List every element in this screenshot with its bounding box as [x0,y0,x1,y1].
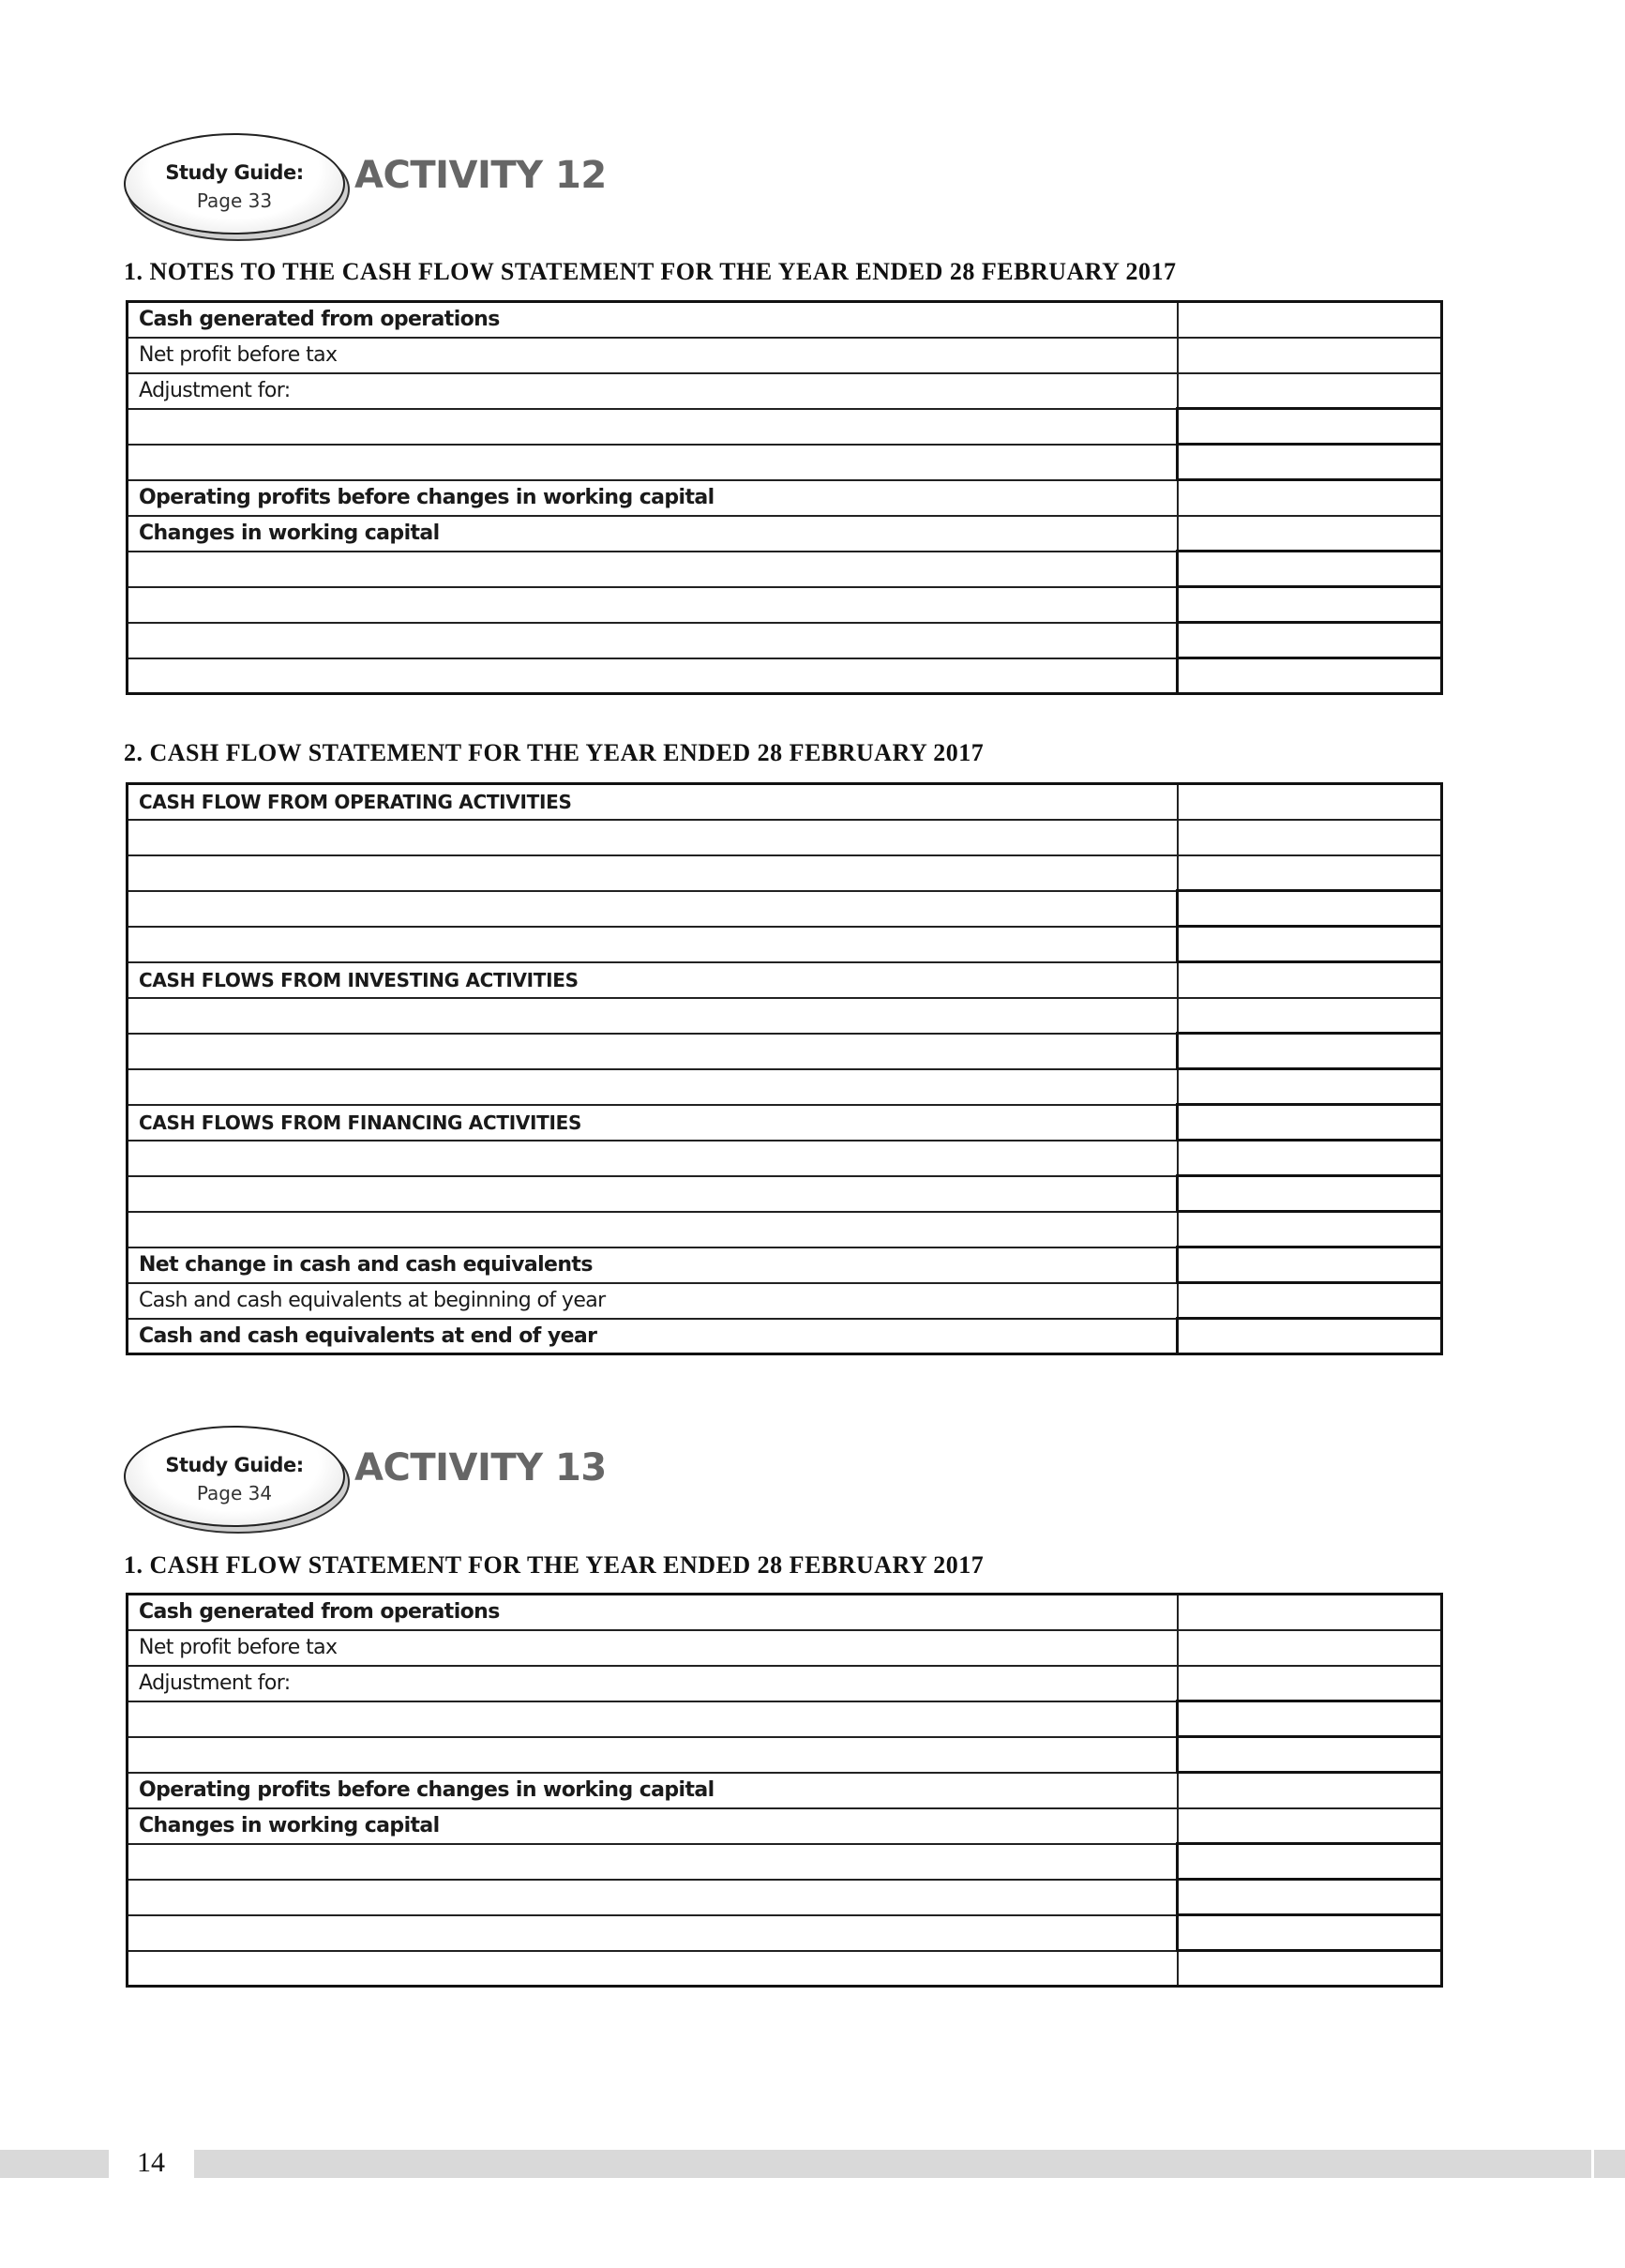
table-row [128,1034,1442,1069]
table-row [128,658,1442,694]
amount-cell[interactable] [1178,409,1442,445]
amount-cell[interactable] [1178,1915,1442,1951]
table-row [128,1630,1442,1666]
amount-cell[interactable] [1178,1595,1442,1630]
blank-entry-cell[interactable] [128,1212,1178,1247]
amount-cell[interactable] [1178,516,1442,552]
activity-title: ACTIVITY 13 [354,1446,607,1489]
amount-cell[interactable] [1178,927,1442,962]
amount-cell[interactable] [1178,998,1442,1034]
cash-flow-table [126,782,1443,1355]
section-heading-notes: 1. NOTES TO THE CASH FLOW STATEMENT FOR THE YEAR ENDED 28 FEBRUARY 2017 [124,258,1177,285]
row-label: Net change in cash and cash equivalents [128,1247,1178,1283]
table-row [128,784,1442,820]
amount-cell[interactable] [1178,1880,1442,1915]
study-guide-label: Study Guide: [165,1454,304,1476]
row-label: Cash and cash equivalents at end of year [128,1319,1178,1354]
table-row [128,1773,1442,1808]
blank-entry-cell[interactable] [128,623,1178,658]
amount-cell[interactable] [1178,1212,1442,1247]
blank-entry-cell[interactable] [128,1915,1178,1951]
table-row [128,1212,1442,1247]
table-row [128,373,1442,409]
row-label: Net profit before tax [128,1630,1178,1666]
blank-entry-cell[interactable] [128,998,1178,1034]
amount-cell[interactable] [1178,1176,1442,1212]
blank-entry-cell[interactable] [128,927,1178,962]
amount-cell[interactable] [1178,1666,1442,1701]
table-row [128,409,1442,445]
amount-cell[interactable] [1178,445,1442,480]
table-row [128,962,1442,998]
table-row [128,1176,1442,1212]
study-guide-badge [124,1426,345,1527]
row-label: CASH FLOWS FROM FINANCING ACTIVITIES [128,1105,1178,1141]
blank-entry-cell[interactable] [128,1176,1178,1212]
table-row [128,1319,1442,1354]
blank-entry-cell[interactable] [128,1844,1178,1880]
table-row [128,623,1442,658]
blank-entry-cell[interactable] [128,587,1178,623]
blank-entry-cell[interactable] [128,1701,1178,1737]
amount-cell[interactable] [1178,480,1442,516]
amount-cell[interactable] [1178,891,1442,927]
amount-cell[interactable] [1178,338,1442,373]
activity-title: ACTIVITY 12 [354,154,607,197]
blank-entry-cell[interactable] [128,1141,1178,1176]
section-heading-cash-flow: 2. CASH FLOW STATEMENT FOR THE YEAR ENDED 28 FEBRUARY 2017 [124,739,985,766]
table-row [128,1737,1442,1773]
amount-cell[interactable] [1178,855,1442,891]
study-guide-page: Page 34 [196,1482,273,1504]
amount-cell[interactable] [1178,623,1442,658]
row-label: Changes in working capital [128,1808,1178,1844]
row-label: Adjustment for: [128,373,1178,409]
table-row [128,1105,1442,1141]
amount-cell[interactable] [1178,1808,1442,1844]
blank-entry-cell[interactable] [128,409,1178,445]
row-label: Net profit before tax [128,338,1178,373]
amount-cell[interactable] [1178,1034,1442,1069]
row-label: Cash and cash equivalents at beginning of year [128,1283,1178,1319]
blank-entry-cell[interactable] [128,1737,1178,1773]
blank-entry-cell[interactable] [128,1951,1178,1987]
table-row [128,1283,1442,1319]
table-row [128,338,1442,373]
footer-bar [0,2150,109,2178]
table-row [128,302,1442,338]
blank-entry-cell[interactable] [128,855,1178,891]
blank-entry-cell[interactable] [128,1034,1178,1069]
amount-cell[interactable] [1178,1247,1442,1283]
table-row [128,1880,1442,1915]
study-guide-page: Page 33 [196,189,273,212]
amount-cell[interactable] [1178,820,1442,855]
row-label: Cash generated from operations [128,1595,1178,1630]
blank-entry-cell[interactable] [128,658,1178,694]
amount-cell[interactable] [1178,1105,1442,1141]
amount-cell[interactable] [1178,373,1442,409]
blank-entry-cell[interactable] [128,1880,1178,1915]
row-label: Changes in working capital [128,516,1178,552]
table-row [128,1915,1442,1951]
table-row [128,552,1442,587]
table-row [128,1595,1442,1630]
table-row [128,1069,1442,1105]
table-row [128,998,1442,1034]
amount-cell[interactable] [1178,1141,1442,1176]
table-row [128,1951,1442,1987]
study-guide-label: Study Guide: [165,161,304,184]
activity-12-header [124,133,649,236]
row-label: Operating profits before changes in working capital [128,480,1178,516]
amount-cell[interactable] [1178,1844,1442,1880]
table-row [128,1701,1442,1737]
amount-cell[interactable] [1178,658,1442,694]
blank-entry-cell[interactable] [128,891,1178,927]
study-guide-badge [124,133,345,234]
amount-cell[interactable] [1178,1737,1442,1773]
amount-cell[interactable] [1178,1283,1442,1319]
page-number: 14 [137,2147,165,2178]
table-row [128,1666,1442,1701]
cash-flow-table-13 [126,1593,1443,1988]
row-label: Adjustment for: [128,1666,1178,1701]
table-row [128,445,1442,480]
table-row [128,927,1442,962]
blank-entry-cell[interactable] [128,552,1178,587]
table-row [128,516,1442,552]
footer-bar [1594,2150,1625,2178]
amount-cell[interactable] [1178,784,1442,820]
notes-table [126,300,1443,695]
amount-cell[interactable] [1178,1319,1442,1354]
table-row [128,1808,1442,1844]
table-row [128,855,1442,891]
row-label: CASH FLOWS FROM INVESTING ACTIVITIES [128,962,1178,998]
footer-bar [194,2150,1591,2178]
amount-cell[interactable] [1178,1069,1442,1105]
row-label: CASH FLOW FROM OPERATING ACTIVITIES [128,784,1178,820]
amount-cell[interactable] [1178,962,1442,998]
table-row [128,1844,1442,1880]
amount-cell[interactable] [1178,1951,1442,1987]
amount-cell[interactable] [1178,1773,1442,1808]
row-label: Operating profits before changes in working capital [128,1773,1178,1808]
amount-cell[interactable] [1178,552,1442,587]
table-row [128,587,1442,623]
table-row [128,480,1442,516]
amount-cell[interactable] [1178,1701,1442,1737]
table-row [128,1247,1442,1283]
table-row [128,820,1442,855]
row-label: Cash generated from operations [128,302,1178,338]
activity-13-header [124,1426,649,1529]
section-heading-cash-flow-13: 1. CASH FLOW STATEMENT FOR THE YEAR ENDED 28 FEBRUARY 2017 [124,1551,985,1579]
table-row [128,1141,1442,1176]
blank-entry-cell[interactable] [128,1069,1178,1105]
blank-entry-cell[interactable] [128,820,1178,855]
amount-cell[interactable] [1178,587,1442,623]
amount-cell[interactable] [1178,302,1442,338]
blank-entry-cell[interactable] [128,445,1178,480]
table-row [128,891,1442,927]
amount-cell[interactable] [1178,1630,1442,1666]
